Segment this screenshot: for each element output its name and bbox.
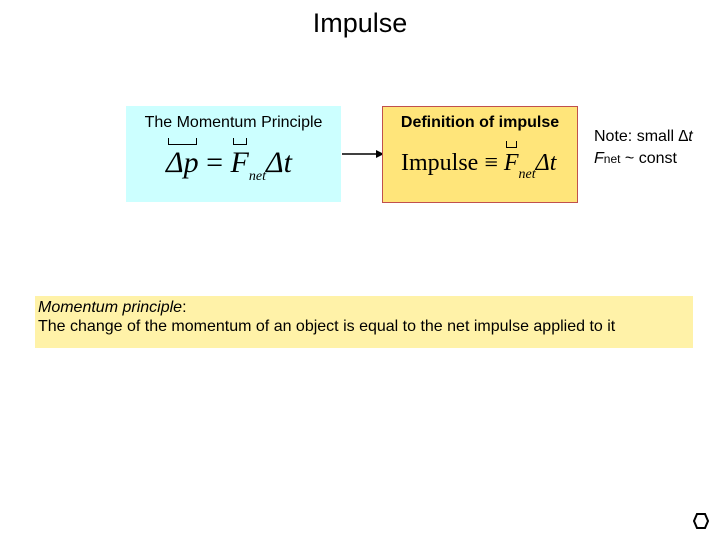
delta-t-symbol: Δt <box>535 150 557 176</box>
momentum-principle-box <box>126 106 341 202</box>
impulse-definition-label: Definition of impulse <box>400 114 560 131</box>
force-vector: F <box>503 150 519 176</box>
principle-text: The change of the momentum of an object is equal to the net impulse applied to it <box>38 318 616 335</box>
impulse-definition-box <box>382 106 578 203</box>
principle-heading: Momentum principle: <box>38 299 187 316</box>
delta-t-symbol: Δt <box>265 146 292 179</box>
force-subscript: net <box>518 167 536 182</box>
impulse-equation <box>401 150 556 183</box>
note-line-2: Fnet ~ const <box>594 150 677 167</box>
slide-title: Impulse <box>312 8 408 38</box>
momentum-equation: $\Delta p = F_{net}\Delta t$ <box>166 146 292 184</box>
hexagon-nav-icon[interactable] <box>693 512 709 530</box>
note-line-1: Note: small ∆t <box>594 128 693 145</box>
arrow-icon <box>342 148 384 160</box>
momentum-principle-statement <box>35 296 693 348</box>
force-vector: F <box>230 146 249 179</box>
momentum-principle-label: The Momentum Principle <box>144 114 323 131</box>
force-subscript: net <box>248 169 266 184</box>
delta-p-symbol: Δp <box>166 146 199 179</box>
impulse-word: Impulse <box>401 150 479 176</box>
identical-symbol: ≡ <box>484 150 498 176</box>
note-text <box>594 126 693 170</box>
